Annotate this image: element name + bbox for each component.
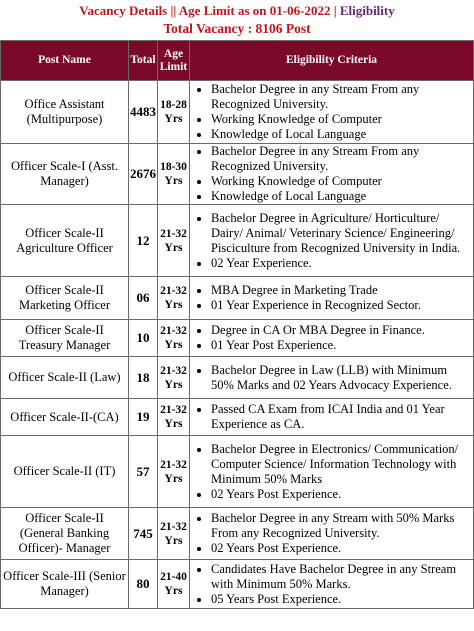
- total-cell: 12: [129, 205, 158, 277]
- age-range: 21-32: [160, 458, 187, 471]
- criteria-list: [198, 283, 471, 313]
- age-range: 21-32: [160, 285, 187, 297]
- table-body: [1, 81, 474, 609]
- criteria-cell: [190, 436, 474, 508]
- criteria-cell: [190, 277, 474, 320]
- table-row: [1, 508, 474, 560]
- criteria-cell: [190, 560, 474, 609]
- age-unit: Yrs: [164, 418, 183, 430]
- criteria-item: • Bachelor Degree in any Stream with 50% Marks From any Recognized University.: [211, 511, 471, 541]
- criteria-list: [198, 402, 471, 432]
- criteria-item: • 01 Year Post Experience.: [211, 338, 471, 353]
- criteria-item: • Working Knowledge of Computer: [211, 174, 471, 189]
- page-header: [0, 0, 474, 40]
- total-cell: 2676: [129, 144, 158, 205]
- criteria-item: • 02 Years Post Experience.: [211, 541, 471, 556]
- criteria-list: [198, 323, 471, 353]
- criteria-item: • Bachelor Degree in Electronics/ Communication/ Computer Science/ Information Technology with Minimum 50% Marks: [211, 442, 471, 487]
- age-unit: Yrs: [164, 113, 183, 125]
- table-row: [1, 277, 474, 320]
- age-range: 21-32: [160, 364, 187, 377]
- criteria-item: • Candidates Have Bachelor Degree in any Stream with Minimum 50% Marks.: [211, 562, 471, 592]
- post-name-cell: Officer Scale-II Agriculture Officer: [1, 205, 129, 277]
- criteria-item: • Working Knowledge of Computer: [211, 112, 471, 127]
- criteria-item: • Degree in CA Or MBA Degree in Finance.: [211, 323, 471, 338]
- age-unit: Yrs: [164, 585, 183, 597]
- criteria-item: • 05 Years Post Experience.: [211, 592, 471, 607]
- age-range: 21-32: [160, 404, 187, 416]
- criteria-item: • 02 Year Experience.: [211, 256, 471, 271]
- age-range: 21-32: [160, 227, 187, 240]
- age-limit-cell: [158, 508, 190, 560]
- age-unit: Yrs: [164, 472, 183, 485]
- criteria-list: [198, 363, 471, 393]
- post-name-cell: Officer Scale-II Marketing Officer: [1, 277, 129, 320]
- criteria-cell: [190, 320, 474, 357]
- age-limit-cell: [158, 205, 190, 277]
- column-header-age-line-1: Age: [163, 47, 184, 60]
- column-header-total: Total: [129, 41, 158, 81]
- column-header-age-line-2: Limit: [159, 60, 188, 73]
- criteria-cell: [190, 205, 474, 277]
- header-separator: ||: [170, 3, 177, 18]
- criteria-item: • Bachelor Degree in any Stream From any Recognized University.: [211, 144, 471, 174]
- post-name-cell: Officer Scale-II (Law): [1, 357, 129, 399]
- total-cell: 06: [129, 277, 158, 320]
- criteria-item: • Bachelor Degree in any Stream From any Recognized University.: [211, 82, 471, 112]
- table-row: [1, 560, 474, 609]
- age-unit: Yrs: [164, 339, 183, 351]
- criteria-cell: [190, 399, 474, 436]
- header-separator: |: [333, 3, 337, 18]
- age-range: 21-40: [160, 571, 187, 583]
- post-name-cell: Office Assistant (Multipurpose): [1, 81, 129, 144]
- total-cell: 57: [129, 436, 158, 508]
- age-unit: Yrs: [164, 299, 183, 311]
- age-range: 18-28: [160, 99, 187, 111]
- criteria-item: • Bachelor Degree in Agriculture/ Horticulture/ Dairy/ Animal/ Veterinary Science/ Engineering/ Pisciculture from Recognized University in India.: [211, 211, 471, 256]
- age-limit-cell: [158, 357, 190, 399]
- total-cell: 80: [129, 560, 158, 609]
- criteria-cell: [190, 357, 474, 399]
- criteria-list: [198, 144, 471, 204]
- age-limit-cell: [158, 560, 190, 609]
- table-header-row: [1, 41, 474, 81]
- table-row: [1, 144, 474, 205]
- age-range: 18-30: [160, 161, 187, 173]
- age-limit-label: Age Limit as on 01-06-2022: [178, 3, 331, 18]
- vacancy-details-label: Vacancy Details: [79, 3, 168, 18]
- age-unit: Yrs: [164, 241, 183, 254]
- criteria-list: [198, 442, 471, 502]
- age-unit: Yrs: [164, 534, 183, 547]
- total-cell: 18: [129, 357, 158, 399]
- criteria-item: • 01 Year Experience in Recognized Sector.: [211, 298, 471, 313]
- age-limit-cell: [158, 320, 190, 357]
- header-title-line: [0, 0, 474, 20]
- criteria-item: • Knowledge of Local Language: [211, 189, 471, 204]
- age-limit-cell: [158, 399, 190, 436]
- total-cell: 4483: [129, 81, 158, 144]
- column-header-age-limit: [158, 41, 190, 81]
- column-header-criteria: Eligibility Criteria: [190, 41, 474, 81]
- post-name-cell: Officer Scale-II (General Banking Officer)- Manager: [1, 508, 129, 560]
- criteria-item: • Bachelor Degree in Law (LLB) with Minimum 50% Marks and 02 Years Advocacy Experience.: [211, 363, 471, 393]
- age-unit: Yrs: [164, 175, 183, 187]
- age-range: 21-32: [160, 325, 187, 337]
- post-name-cell: Officer Scale-II Treasury Manager: [1, 320, 129, 357]
- column-header-post-name: Post Name: [1, 41, 129, 81]
- criteria-list: [198, 511, 471, 556]
- post-name-cell: Officer Scale-II-(CA): [1, 399, 129, 436]
- age-limit-cell: [158, 144, 190, 205]
- age-limit-cell: [158, 81, 190, 144]
- vacancy-table: [0, 40, 474, 609]
- criteria-cell: [190, 508, 474, 560]
- table-row: [1, 357, 474, 399]
- criteria-list: [198, 82, 471, 142]
- total-cell: 19: [129, 399, 158, 436]
- table-row: [1, 81, 474, 144]
- post-name-cell: Officer Scale-III (Senior Manager): [1, 560, 129, 609]
- table-row: [1, 320, 474, 357]
- post-name-cell: Officer Scale-II (IT): [1, 436, 129, 508]
- total-cell: 10: [129, 320, 158, 357]
- criteria-cell: [190, 81, 474, 144]
- eligibility-label: Eligibility: [339, 3, 395, 18]
- total-cell: 745: [129, 508, 158, 560]
- criteria-item: • Knowledge of Local Language: [211, 127, 471, 142]
- age-limit-cell: [158, 436, 190, 508]
- criteria-item: • Passed CA Exam from ICAI India and 01 Year Experience as CA.: [211, 402, 471, 432]
- total-vacancy: Total Vacancy : 8106 Post: [163, 21, 311, 36]
- criteria-item: • MBA Degree in Marketing Trade: [211, 283, 471, 298]
- age-limit-cell: [158, 277, 190, 320]
- criteria-list: [198, 562, 471, 607]
- table-row: [1, 205, 474, 277]
- table-row: [1, 436, 474, 508]
- table-row: [1, 399, 474, 436]
- post-name-cell: Officer Scale-I (Asst. Manager): [1, 144, 129, 205]
- age-unit: Yrs: [164, 378, 183, 391]
- criteria-cell: [190, 144, 474, 205]
- age-range: 21-32: [160, 520, 187, 533]
- criteria-item: • 02 Years Post Experience.: [211, 487, 471, 502]
- criteria-list: [198, 211, 471, 271]
